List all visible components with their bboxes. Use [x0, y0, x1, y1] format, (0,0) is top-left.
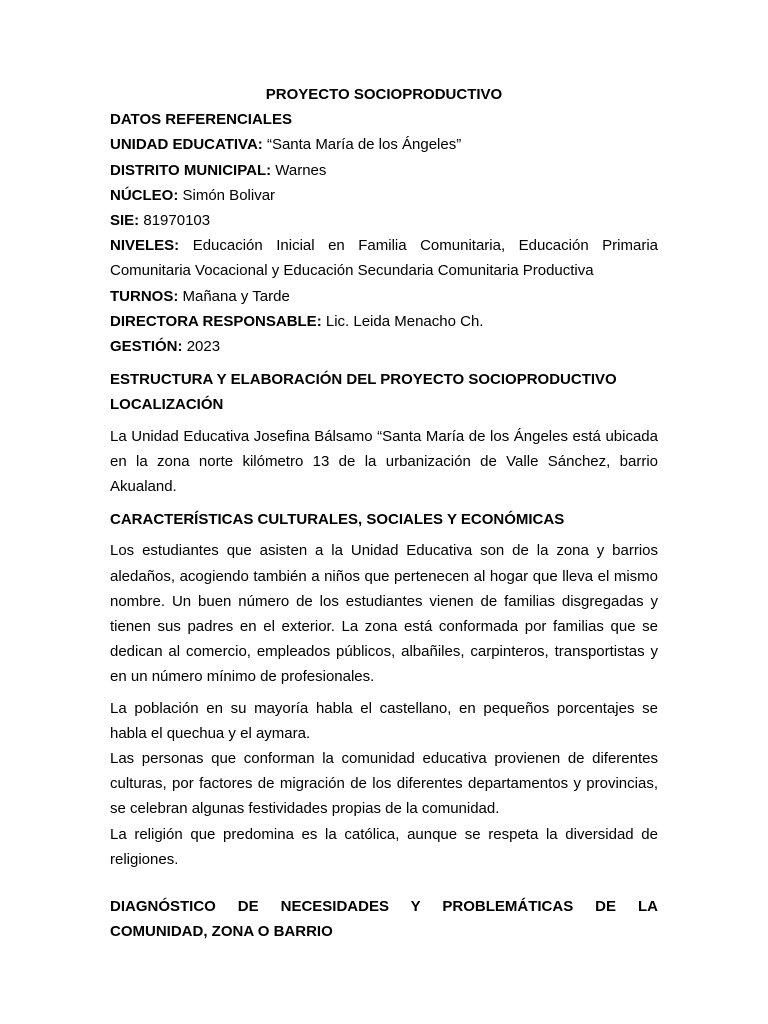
- paragraph-caracteristicas-1: Los estudiantes que asisten a la Unidad Educativa son de la zona y barrios aledaños, acogiendo también a niños que pertenecen al hogar que lleva el mismo nombre. Un buen número de los estudiantes vienen de familias disgregadas y tienen sus padres en el exterior. La zona está conformada por familias que se dedican al comercio, empleados públicos, albañiles, carpinteros, transportistas y en un número mínimo de profesionales.: [110, 542, 658, 686]
- field-value: “Santa María de los Ángeles”: [266, 136, 462, 154]
- field-nucleo: [110, 183, 658, 208]
- document-title: PROYECTO SOCIOPRODUCTIVO: [265, 86, 503, 103]
- field-value: Mañana y Tarde: [182, 287, 290, 305]
- field-label: SIE:: [110, 212, 140, 230]
- section-heading-estructura: ESTRUCTURA Y ELABORACIÓN DEL PROYECTO SOCIOPRODUCTIVO: [110, 371, 617, 389]
- field-turnos: [110, 284, 658, 309]
- paragraph-localizacion: La Unidad Educativa Josefina Bálsamo “Santa María de los Ángeles está ubicada en la zona norte kilómetro 13 de la urbanización de Valle Sánchez, barrio Akualand.: [110, 427, 658, 496]
- field-label: NÚCLEO:: [110, 186, 179, 204]
- field-directora-responsable: [110, 309, 658, 334]
- field-unidad-educativa: [110, 132, 658, 157]
- field-value: Lic. Leida Menacho Ch.: [325, 312, 484, 330]
- field-gestion: [110, 334, 658, 359]
- section-heading-diagnostico-line1: DIAGNÓSTICO DE NECESIDADES Y PROBLEMÁTICAS DE LA: [110, 898, 658, 916]
- field-label: DISTRITO MUNICIPAL:: [110, 161, 272, 179]
- field-label: UNIDAD EDUCATIVA:: [110, 136, 263, 154]
- paragraph-caracteristicas-2: La población en su mayoría habla el castellano, en pequeños porcentajes se habla el quechua y el aymara.: [110, 699, 658, 742]
- document-body: [110, 82, 658, 945]
- section-heading-caracteristicas: CARACTERÍSTICAS CULTURALES, SOCIALES Y ECONÓMICAS: [110, 511, 565, 529]
- field-value: Simón Bolivar: [182, 186, 276, 204]
- field-distrito-municipal: [110, 158, 658, 183]
- field-value: 81970103: [143, 212, 211, 230]
- field-label: GESTIÓN:: [110, 338, 183, 356]
- field-value: Educación Inicial en Familia Comunitaria, Educación Primaria Comunitaria Vocacional y Educación Secundaria Comunitaria Productiva: [110, 237, 658, 280]
- field-label: NIVELES:: [110, 237, 180, 255]
- section-heading-datos-referenciales: DATOS REFERENCIALES: [110, 111, 292, 129]
- paragraph-caracteristicas-4: La religión que predomina es la católica, aunque se respeta la diversidad de religiones.: [110, 825, 658, 868]
- section-heading-localizacion: LOCALIZACIÓN: [110, 396, 224, 414]
- field-value: 2023: [186, 338, 221, 356]
- paragraph-caracteristicas-3: Las personas que conforman la comunidad educativa provienen de diferentes culturas, por factores de migración de los diferentes departamentos y provincias, se celebran algunas festividades propias de la comunidad.: [110, 750, 658, 818]
- field-value: Warnes: [275, 161, 327, 179]
- field-label: DIRECTORA RESPONSABLE:: [110, 312, 322, 330]
- field-label: TURNOS:: [110, 287, 179, 305]
- field-sie: [110, 208, 658, 233]
- section-heading-diagnostico-line2: COMUNIDAD, ZONA O BARRIO: [110, 923, 333, 941]
- field-niveles: [110, 233, 658, 283]
